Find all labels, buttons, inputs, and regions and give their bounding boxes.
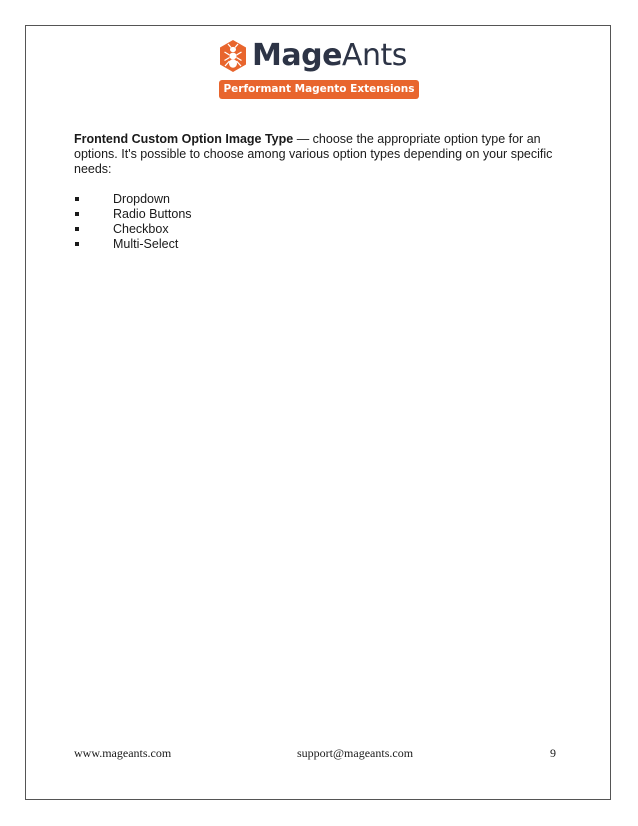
list-item xyxy=(74,237,560,252)
logo-word-ants: Ants xyxy=(341,38,407,73)
option-type-list xyxy=(74,192,560,252)
option-term: Frontend Custom Option Image Type xyxy=(74,132,294,146)
page-number: 9 xyxy=(550,746,556,760)
bullet-square-icon xyxy=(75,227,79,231)
list-item xyxy=(74,192,560,207)
list-item-label: Multi-Select xyxy=(113,237,179,251)
bullet-square-icon xyxy=(75,242,79,246)
list-item xyxy=(74,222,560,237)
document-body xyxy=(74,132,560,252)
list-item-label: Dropdown xyxy=(113,192,170,206)
bullet-square-icon xyxy=(75,197,79,201)
list-item-label: Radio Buttons xyxy=(113,207,192,221)
footer-email: support@mageants.com xyxy=(297,746,414,760)
footer-website: www.mageants.com xyxy=(74,746,172,760)
logo-word-mage: Mage xyxy=(252,38,342,73)
option-description: — choose the appropriate option type for an options. It's possible to choose among various option types depending on your specific needs: xyxy=(74,132,553,176)
intro-paragraph xyxy=(74,132,560,177)
bullet-square-icon xyxy=(75,212,79,216)
list-item xyxy=(74,207,560,222)
page-footer xyxy=(74,746,560,762)
mageants-logo xyxy=(218,36,423,104)
logo-tagline: Performant Magento Extensions xyxy=(219,80,419,99)
logo-mark-row xyxy=(218,36,407,76)
logo-wordmark xyxy=(252,36,407,76)
list-item-label: Checkbox xyxy=(113,222,169,236)
ant-hexagon-icon xyxy=(218,39,248,73)
